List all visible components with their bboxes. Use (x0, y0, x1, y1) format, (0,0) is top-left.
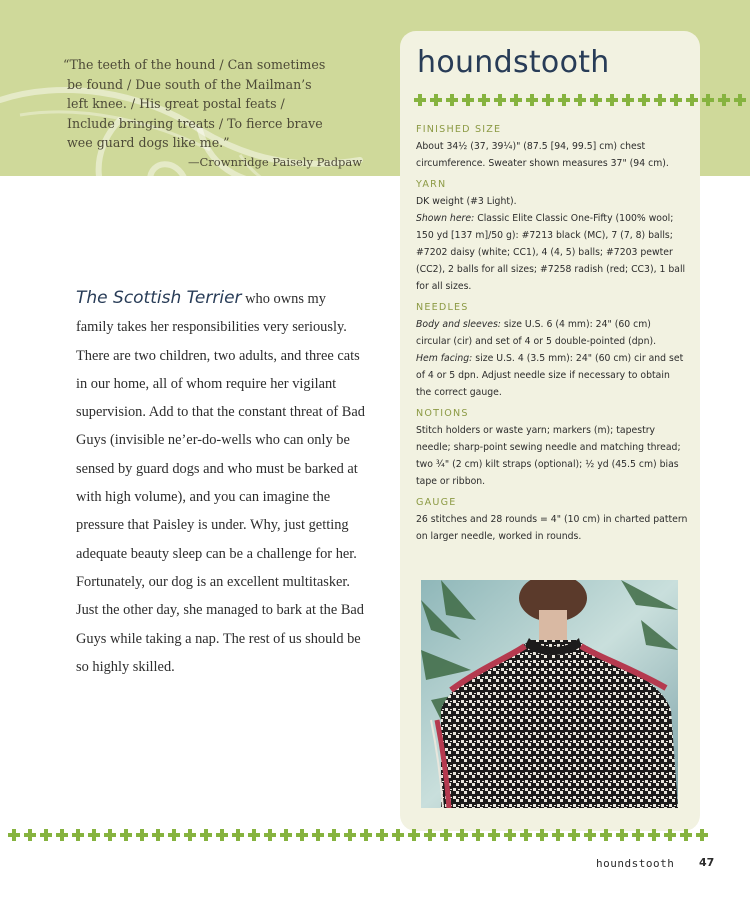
section-needles (416, 299, 688, 401)
section-text: About 34½ (37, 39¼)" (87.5 [94, 99.5] cm) chest circumference. Sweater shown measures 37" (94 cm). (416, 141, 669, 169)
pattern-sidebar (400, 31, 700, 831)
pattern-title: houndstooth (417, 45, 610, 80)
section-heading: NEEDLES (416, 302, 469, 313)
value: size U.S. 6 (4 mm): 24" (60 cm) circular (cir) and set of 4 or 5 double-pointed (dpn). (416, 319, 657, 347)
section-heading: FINISHED SIZE (416, 124, 502, 135)
label: Body and sleeves: (416, 319, 501, 330)
section-heading: GAUGE (416, 497, 457, 508)
body-paragraph (76, 284, 366, 681)
section-yarn (416, 176, 688, 295)
running-title: houndstooth (596, 857, 675, 870)
section-text (416, 210, 688, 295)
label: Hem facing: (416, 353, 473, 364)
section-finished-size (416, 121, 688, 172)
quote-line: “The teeth of the hound / Can sometimes (63, 57, 326, 72)
section-heading: YARN (416, 179, 447, 190)
quote-line: Include bringing treats / To fierce brave (67, 115, 323, 131)
section-text: DK weight (#3 Light). (416, 196, 517, 207)
body-text (76, 284, 366, 681)
section-text: 26 stitches and 28 rounds = 4" (10 cm) in charted pattern on larger needle, worked in rounds. (416, 514, 688, 542)
epigraph-quote (63, 55, 383, 153)
quote-line: wee guard dogs like me.” (67, 135, 230, 151)
cross-border-top (412, 91, 750, 109)
label: Shown here: (416, 213, 475, 224)
section-text (416, 316, 688, 350)
value: size U.S. 4 (3.5 mm): 24" (60 cm) cir and set of 4 or 5 dpn. Adjust needle size if necessary to obtain the correct gauge. (416, 353, 684, 398)
section-text (416, 350, 688, 401)
lead-in: The Scottish Terrier (76, 288, 242, 308)
cross-border-bottom (8, 826, 708, 844)
page-number: 47 (699, 856, 715, 869)
sweater-photo (421, 580, 678, 808)
quote-line: be found / Due south of the Mailman’s (67, 76, 312, 92)
section-gauge (416, 494, 688, 545)
pattern-specs (416, 121, 688, 549)
body-copy: who owns my family takes her responsibilities very seriously. There are two children, two adults, and three cats in our home, all of whom require her vigilant supervision. Add to that the constant threat of Bad Guys (invisible ne’er-do-wells who can only be sensed by guard dogs and who must be barked at with high volume), and you can imagine the pressure that Paisley is under. Why, just getting adequate beauty sleep can be a challenge for her. Fortunately, our dog is an excellent multitasker. Just the other day, she managed to bark at the Bad Guys while taking a nap. The rest of us should be so highly skilled. (76, 291, 365, 675)
quote-attribution: —Crownridge Paisely Padpaw (188, 155, 363, 169)
section-notions (416, 405, 688, 490)
section-heading: NOTIONS (416, 408, 469, 419)
section-text: Stitch holders or waste yarn; markers (m); tapestry needle; sharp-point sewing needle and matching thread; two ¾" (2 cm) kilt straps (optional); ½ yd (45.5 cm) bias tape or ribbon. (416, 425, 681, 487)
quote-line: left knee. / His great postal feats / (67, 96, 285, 112)
value: Classic Elite Classic One-Fifty (100% wool; 150 yd [137 m]/50 g): #7213 black (MC), 7 (7, 8) balls; #7202 daisy (white; CC1), 4 (4, 5) balls; #7203 pewter (CC2), 2 balls for all sizes; #7258 radish (red; CC3), 1 ball for all sizes. (416, 213, 686, 292)
